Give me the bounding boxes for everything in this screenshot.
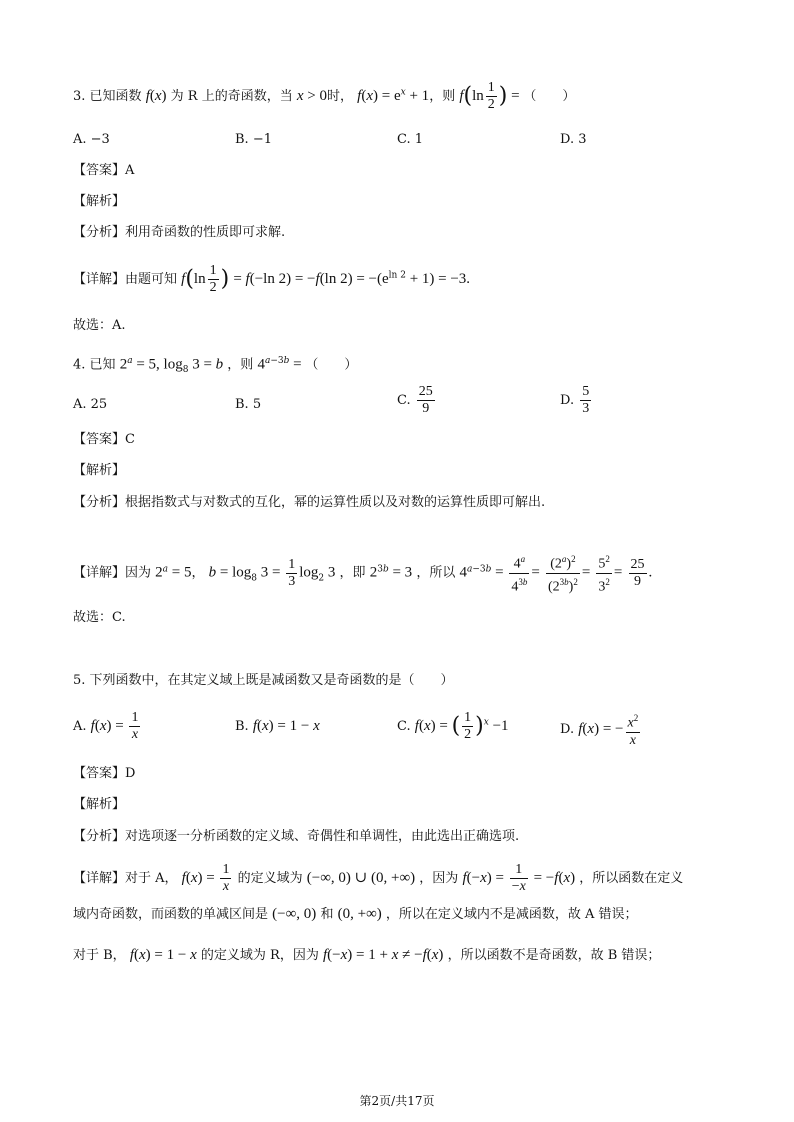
q5-option-d: D. f(x) = − $\frac{x^2}{x}$ [560,710,642,749]
q3-analysis: 【解析】 [73,194,126,209]
q4-option-b: B. 5 [235,397,262,412]
q4-option-d: D. $\frac{5}{3}$ [560,384,590,416]
q3-choose: 故选：A. [73,318,126,333]
q3-option-b: B. −1 [235,132,272,147]
q5-detail-a: 【详解】对于 A， f(x) = $\frac{1}{x}$ 的定义域为 (−∞, 0) ∪ (0, +∞) ，因为 f(−x) = $\frac{1}{-x}$ = −f(x) ，所以函数在定义 [73,862,684,894]
q4-answer: 【答案】C [73,432,135,447]
q5-analysis: 【解析】 [73,797,126,812]
q3-answer: 【答案】A [73,163,135,178]
q5-detail-b: 对于 B， f(x) = 1 − x 的定义域为 R，因为 f(−x) = 1 + x ≠ −f(x) ，所以函数不是奇函数，故 B 错误； [73,947,661,963]
q5-option-c: C. f(x) = ( $\frac{1}{2}$ )$^x$ −1 [397,710,509,742]
q4-detail: 【详解】因为 $2^a = 5$， $b = \log_8 3$ = $\frac{1}{3}$ $\log_2 3$ ，即 $2^{3b} = 3$ ，所以 $4^{a-3b}$ = $\frac{4^a}{4^{3b}}$ = $\frac{(2^a)^2}{(2^{3b})^2}$ = $\frac{5^2}{3^2}$ = $\frac{25}{9}$ . [73,551,652,595]
q4-choose: 故选：C. [73,610,126,625]
q3-option-a: A. −3 [73,132,110,147]
q4-option-a: A. 25 [73,397,108,412]
q3-option-d: D. 3 [560,132,587,147]
q5-option-b: B. f(x) = 1 − x [235,718,320,734]
q3-detail: 【详解】由题可知 f(ln $\frac{1}{2}$ ) = f(−ln 2) = −f(ln $2) = -(e^{ln 2} + 1) = -3$. [73,263,471,295]
q5-stem: 5. 下列函数中，在其定义域上既是减函数又是奇函数的是（ ） [73,673,454,688]
q4-fenxi: 【分析】根据指数式与对数式的互化，幂的运算性质以及对数的运算性质即可解出. [73,495,546,510]
page-footer: 第2页/共17页 [359,1094,435,1108]
q5-fenxi: 【分析】对选项逐一分析函数的定义域、奇偶性和单调性，由此选出正确选项. [73,829,520,844]
q5-answer: 【答案】D [73,766,136,781]
q4-analysis: 【解析】 [73,463,126,478]
q5-detail-a-line2: 域内奇函数，而函数的单减区间是 (−∞, 0) 和 (0, +∞) ，所以在定义域内不是减函数，故 A 错误； [73,906,638,922]
q3-fenxi: 【分析】利用奇函数的性质即可求解. [73,225,286,240]
q3-stem: 3. 已知函数 f(x) 为 R 上的奇函数，当 x > 0时， $f(x) = e^x + 1$，则 f(ln $\frac{1}{2}$ ) = （ ） [73,80,576,112]
q4-stem: 4. 已知 $2^a = 5$, $\log_8 3 = b$ ，则 $4^{a-3b}$ = （ ） [73,356,358,375]
q4-option-c: C. $\frac{25}{9}$ [397,384,433,416]
q5-option-a: A. f(x) = $\frac{1}{x}$ [73,710,139,742]
q3-option-c: C. 1 [397,132,424,147]
